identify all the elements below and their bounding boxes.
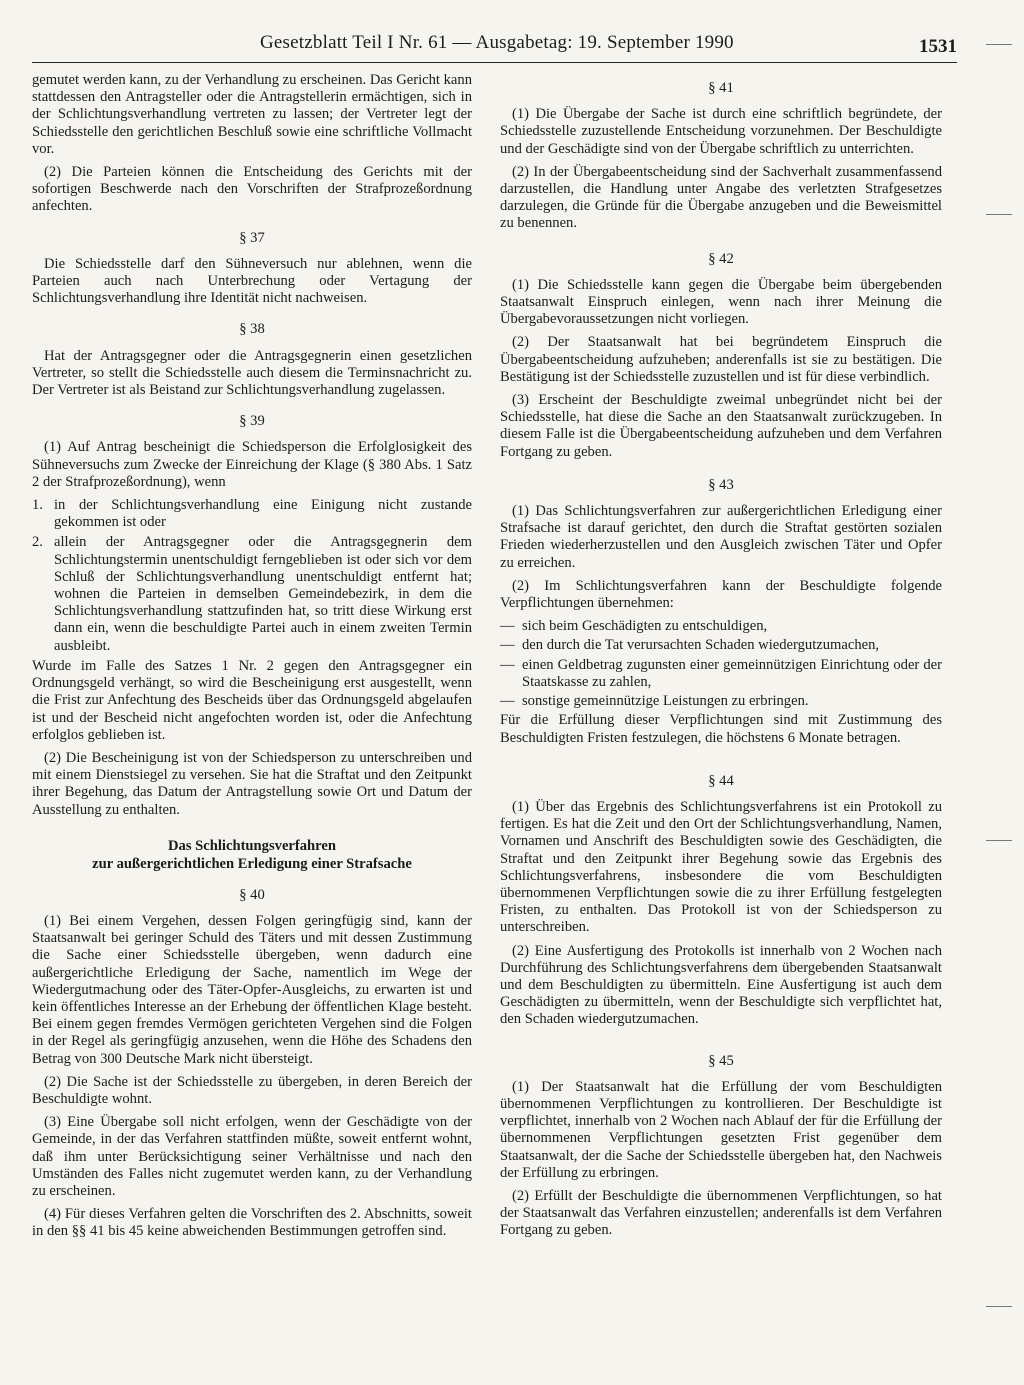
chapter-heading xyxy=(32,837,472,873)
left-column xyxy=(32,72,472,1247)
list-text: in der Schlichtungsverhandlung eine Einigung nicht zustande gekommen ist oder xyxy=(54,497,472,531)
section-title: § 40 xyxy=(239,886,265,903)
paragraph: gemutet werden kann, zu der Verhandlung zu erscheinen. Das Gericht kann stattdessen den Antragsteller oder die Antragstellerin ermächtigen, sich in der Schlichtungsverhandlung vertreten zu lassen; der Vertreter legt der Schiedsstelle den gerichtlichen Beschluß sowie eine schriftliche Vollmacht vor. xyxy=(32,72,472,157)
list-text: sich beim Geschädigten zu entschuldigen, xyxy=(522,618,768,635)
paragraph: (2) In der Übergabeentscheidung sind der Sachverhalt zusammenfassend darzustellen, die Handlung unter Angabe des verletzten Strafgesetzes darzulegen, die Gründe für die Übergabe anzugeben und die Beweismittel zu benennen. xyxy=(500,163,942,232)
section-title: § 41 xyxy=(708,80,734,96)
paragraph: (1) Das Schlichtungsverfahren zur außergerichtlichen Erledigung einer Strafsache ist darauf gerichtet, den durch die Straftat gestörten sozialen Frieden wiederherzustellen und den Ausgleich zwischen Täter und Opfer zu erreichen. xyxy=(500,503,942,571)
margin-mark xyxy=(986,1306,1012,1307)
list-item xyxy=(32,497,472,531)
margin-mark xyxy=(986,214,1012,215)
list-item xyxy=(500,657,942,691)
paragraph: Die Schiedsstelle darf den Sühneversuch nur ablehnen, wenn die Parteien auch nach Unterbrechung oder Vertagung der Schlichtungsverhandlung ihre Identität nicht nachweisen. xyxy=(32,255,472,307)
list-marker: — xyxy=(500,637,515,654)
section-title: § 39 xyxy=(239,413,265,430)
paragraph: (2) Die Bescheinigung ist von der Schiedsperson zu unterschreiben und mit einem Dienstsiegel zu versehen. Sie hat die Straftat und den Zeitpunkt ihrer Begehung, das Datum der Antragstellung sowie Ort und Datum der Ausstellung zu enthalten. xyxy=(32,749,472,818)
section-title: § 44 xyxy=(708,772,734,789)
margin-mark xyxy=(986,840,1012,841)
paragraph: (1) Über das Ergebnis des Schlichtungsverfahrens ist ein Protokoll zu fertigen. Es hat die Zeit und den Ort der Schlichtungsverhandlung, Namen, Vornamen und Anschrift des Beschuldigten sowie des Geschädigten, die Straftat und den Zeitpunkt ihrer Begehung sowie das Ergebnis des Schlichtungsverfahrens, insbesondere die vom Beschuldigten übernommenen Verpflichtungen sowie die zu ihrer Erfüllung festgelegten Fristen, zu enthalten. Das Protokoll ist von der Schiedsperson zu unterschreiben. xyxy=(500,798,942,936)
list-marker: — xyxy=(500,693,515,710)
paragraph: Hat der Antragsgegner oder die Antragsgegnerin einen gesetzlichen Vertreter, so stellt die Schiedsstelle auch diesem die Terminsnachricht zu. Der Vertreter ist als Beistand zur Schlichtungsverhandlung zugelassen. xyxy=(32,347,472,399)
paragraph: (1) Der Staatsanwalt hat die Erfüllung der vom Beschuldigten übernommenen Verpflichtungen zu kontrollieren. Der Beschuldigte ist verpflichtet, innerhalb von 2 Wochen nach Ablauf der für die Erfüllung der übernommenen Verpflichtungen gesetzten Frist gegenüber dem Staatsanwalt, der die Sache der Schiedsstelle übergeben hat, den Nachweis der Erfüllung zu erbringen. xyxy=(500,1078,942,1181)
paragraph: (3) Erscheint der Beschuldigte zweimal unbegründet nicht bei der Schiedsstelle, hat diese die Sache an den Staatsanwalt zurückzugeben. In diesem Falle ist die Übergabeentscheidung aufzuheben und dem Verfahren Fortgang zu geben. xyxy=(500,392,942,460)
paragraph: (2) Eine Ausfertigung des Protokolls ist innerhalb von 2 Wochen nach Durchführung des Schlichtungsverfahrens dem übergebenden Staatsanwalt und dem Beschuldigten zu übermitteln. Eine Ausfertigung ist auch dem Geschädigten zu übermitteln, wenn der Beschuldigte sich verpflichtet hat, den Schaden wiedergutzumachen. xyxy=(500,942,942,1028)
paragraph: Für die Erfüllung dieser Verpflichtungen sind mit Zustimmung des Beschuldigten Fristen festzulegen, die höchstens 6 Monate betragen. xyxy=(500,712,942,746)
chapter-heading-line: zur außergerichtlichen Erledigung einer Strafsache xyxy=(92,855,412,872)
list-marker: 2. xyxy=(32,534,43,551)
list-text: einen Geldbetrag zugunsten einer gemeinnützigen Einrichtung oder der Staatskasse zu zahlen, xyxy=(522,656,942,690)
list-marker: — xyxy=(500,618,515,635)
paragraph: (1) Die Schiedsstelle kann gegen die Übergabe beim übergebenden Staatsanwalt Einspruch einlegen, wenn nach ihrer Meinung die Übergabevoraussetzungen nicht vorliegen. xyxy=(500,276,942,328)
section-title: § 45 xyxy=(708,1052,734,1069)
list-item xyxy=(500,637,942,654)
chapter-heading-line: Das Schlichtungsverfahren xyxy=(168,837,336,854)
section-title: § 38 xyxy=(239,321,265,338)
paragraph: (2) Die Sache ist der Schiedsstelle zu übergeben, in deren Bereich der Beschuldigte wohnt. xyxy=(32,1073,472,1107)
paragraph: (1) Die Übergabe der Sache ist durch eine schriftlich begründete, der Schiedsstelle zuzustellende Entscheidung vorzunehmen. Der Beschuldigte und der Geschädigte sind von der Übergabe schriftlich zu unterrichten. xyxy=(500,106,942,157)
section-title: § 43 xyxy=(708,476,734,493)
paragraph: (1) Bei einem Vergehen, dessen Folgen geringfügig sind, kann der Staatsanwalt bei geringer Schuld des Täters und mit dessen Zustimmung die Sache einer Schiedsstelle übergeben, wenn dadurch eine außergerichtliche Erledigung der Sache, namentlich im Wege der Wiedergutmachung oder des Täter-Opfer-Ausgleichs, zu erwarten ist und kein öffentliches Interesse an der Erhebung der öffentlichen Klage besteht. Bei einem gegen fremdes Vermögen gerichteten Vergehen sind die Folgen in der Regel als geringfügig anzusehen, wenn die Höhe des Schadens den Betrag von 300 Deutsche Mark nicht übersteigt. xyxy=(32,912,472,1067)
paragraph: (2) Erfüllt der Beschuldigte die übernommenen Verpflichtungen, so hat der Staatsanwalt das Verfahren einzustellen; anderenfalls ist dem Verfahren Fortgang zu geben. xyxy=(500,1187,942,1239)
paragraph: (2) Der Staatsanwalt hat bei begründetem Einspruch die Übergabeentscheidung aufzuheben; anderenfalls ist sie zu bestätigen. Die Bestätigung ist der Schiedsstelle zuzustellen und ist für diese verbindlich. xyxy=(500,334,942,385)
section-title: § 42 xyxy=(708,250,734,267)
paragraph: (2) Im Schlichtungsverfahren kann der Beschuldigte folgende Verpflichtungen übernehmen: xyxy=(500,577,942,612)
list-text: den durch die Tat verursachten Schaden wiedergutzumachen, xyxy=(522,637,880,654)
list-text: sonstige gemeinnützige Leistungen zu erbringen. xyxy=(522,693,809,710)
paragraph: (4) Für dieses Verfahren gelten die Vorschriften des 2. Abschnitts, soweit in den §§ 41 bis 45 keine abweichenden Bestimmungen getroffen sind. xyxy=(32,1206,472,1240)
list-item xyxy=(32,534,472,654)
list-marker: — xyxy=(500,656,515,673)
paragraph: (1) Auf Antrag bescheinigt die Schiedsperson die Erfolglosigkeit des Sühneversuchs zum Zwecke der Einreichung der Klage (§ 380 Abs. 1 Satz 2 der Strafprozeßordnung), wenn xyxy=(32,439,472,490)
page-number: 1531 xyxy=(919,36,957,57)
page-header xyxy=(32,28,957,63)
list-item xyxy=(500,693,942,710)
section-title: § 37 xyxy=(239,229,265,246)
paragraph: (3) Eine Übergabe soll nicht erfolgen, wenn der Geschädigte von der Gemeinde, in der das Verfahren stattfinden müßte, soweit entfernt wohnt, daß ihm unter Berücksichtigung seiner Verhältnisse und nach den Umständen des Falles nicht zugemutet werden kann, zu der Verhandlung zu erscheinen. xyxy=(32,1114,472,1199)
list-text: allein der Antragsgegner oder die Antragsgegnerin dem Schlichtungstermin unentschuldigt ferngeblieben ist oder sich vor dem Schluß der Schlichtungsverhandlung unentschuldigt entfernt hat; wohnen die Parteien in demselben Gemeindebezirk, in dem die Schlichtungsverhandlung stattzufinden hat, so tritt diese Wirkung erst dann ein, wenn die beschuldigte Partei auch in einem zweiten Termin ausbleibt. xyxy=(54,534,472,654)
page-title: Gesetzblatt Teil I Nr. 61 — Ausgabetag: 19. September 1990 xyxy=(260,32,734,53)
paragraph: (2) Die Parteien können die Entscheidung des Gerichts mit der sofortigen Beschwerde nach den Vorschriften der Strafprozeßordnung anfechten. xyxy=(32,164,472,215)
list-marker: 1. xyxy=(32,497,43,514)
paragraph: Wurde im Falle des Satzes 1 Nr. 2 gegen den Antragsgegner ein Ordnungsgeld verhängt, so wird die Bescheinigung erst ausgestellt, wenn die Frist zur Anfechtung des Bescheids über das Ordnungsgeld abgelaufen ist und der Bescheid nicht angefochten worden ist, oder die Anfechtung erfolglos geblieben ist. xyxy=(32,657,472,743)
list-item xyxy=(500,618,942,635)
margin-mark xyxy=(986,44,1012,45)
right-column xyxy=(500,72,942,1246)
